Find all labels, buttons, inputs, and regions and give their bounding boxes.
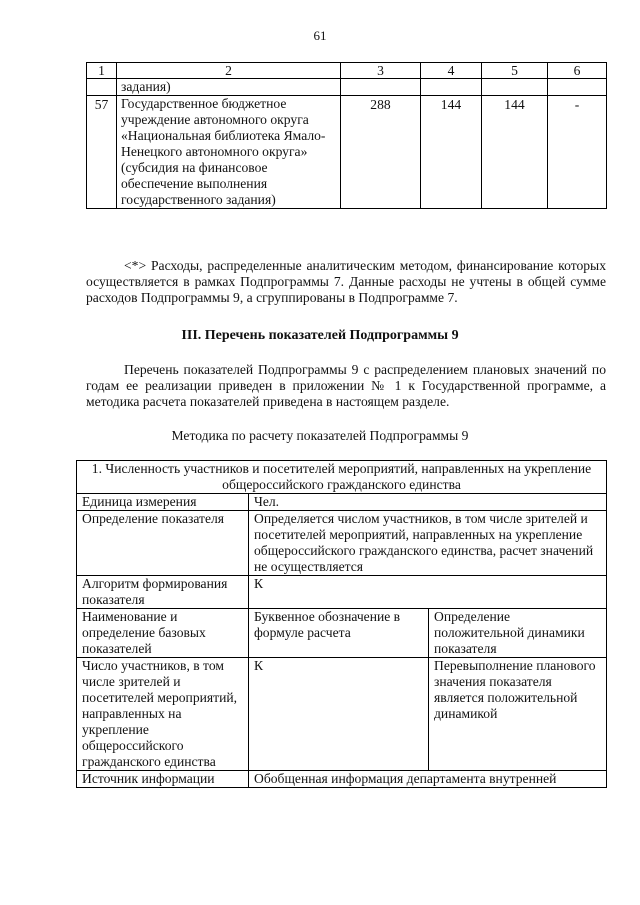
row-value: 144 bbox=[421, 96, 482, 209]
section-text: Перечень показателей Подпрограммы 9 с распределением плановых значений по годам ее реализации приведен в приложении № 1 к Государственной программе, а методика расчета показателей приведена в настоящем разделе. bbox=[86, 362, 606, 409]
algorithm-value: К bbox=[249, 576, 607, 609]
row-value bbox=[548, 79, 607, 96]
row-value: - bbox=[548, 96, 607, 209]
header-cell: 5 bbox=[482, 63, 548, 79]
table-row bbox=[77, 576, 607, 609]
row-number bbox=[87, 79, 117, 96]
table-row bbox=[87, 96, 607, 209]
unit-value: Чел. bbox=[249, 494, 607, 511]
row-value: 144 bbox=[482, 96, 548, 209]
footnote: <*> Расходы, распределенные аналитическим методом, финансирование которых осуществляется в рамках Подпрограммы 7. Данные расходы не учтены в общей сумме расходов Подпрограммы 9, а сгруппированы в Подпрограмме 7. bbox=[86, 258, 606, 305]
budget-table-header bbox=[87, 63, 607, 79]
source-value: Обобщенная информация департамента внутренней bbox=[249, 771, 607, 788]
indicator-title: 1. Численность участников и посетителей мероприятий, направленных на укрепление общероссийского гражданского единства bbox=[77, 461, 607, 494]
header-cell: 4 bbox=[421, 63, 482, 79]
table-row bbox=[77, 771, 607, 788]
header-cell: 1 bbox=[87, 63, 117, 79]
table-row bbox=[87, 79, 607, 96]
base-letter: К bbox=[249, 658, 429, 771]
definition-label: Определение показателя bbox=[77, 511, 249, 576]
row-number: 57 bbox=[87, 96, 117, 209]
page-number: 61 bbox=[313, 28, 327, 43]
method-heading: Методика по расчету показателей Подпрограммы 9 bbox=[171, 428, 469, 443]
definition-value: Определяется числом участников, в том числе зрителей и посетителей мероприятий, направленных на укрепление общероссийского гражданского единства, расчет значений не осуществляется bbox=[249, 511, 607, 576]
base-dynamics: Перевыполнение планового значения показателя является положительной динамикой bbox=[429, 658, 607, 771]
header-cell: 3 bbox=[341, 63, 421, 79]
section-heading: III. Перечень показателей Подпрограммы 9 bbox=[181, 328, 459, 343]
row-name: задания) bbox=[117, 79, 341, 96]
base-dynamics-header: Определение положительной динамики показателя bbox=[429, 609, 607, 658]
row-value bbox=[421, 79, 482, 96]
base-name: Число участников, в том числе зрителей и посетителей мероприятий, направленных на укрепление общероссийского гражданского единства bbox=[77, 658, 249, 771]
indicator-table bbox=[76, 460, 607, 788]
base-name-header: Наименование и определение базовых показателей bbox=[77, 609, 249, 658]
header-cell: 6 bbox=[548, 63, 607, 79]
table-row bbox=[77, 658, 607, 771]
indicator-title-row bbox=[77, 461, 607, 494]
table-row bbox=[77, 511, 607, 576]
budget-table bbox=[86, 62, 607, 209]
row-value bbox=[482, 79, 548, 96]
algorithm-label: Алгоритм формирования показателя bbox=[77, 576, 249, 609]
row-value: 288 bbox=[341, 96, 421, 209]
header-cell: 2 bbox=[117, 63, 341, 79]
unit-label: Единица измерения bbox=[77, 494, 249, 511]
table-row bbox=[77, 494, 607, 511]
base-letter-header: Буквенное обозначение в формуле расчета bbox=[249, 609, 429, 658]
source-label: Источник информации bbox=[77, 771, 249, 788]
row-name: Государственное бюджетное учреждение автономного округа «Национальная библиотека Ямало-Ненецкого автономного округа» (субсидия на финансовое обеспечение выполнения государственного задания) bbox=[117, 96, 341, 209]
table-row bbox=[77, 609, 607, 658]
row-value bbox=[341, 79, 421, 96]
